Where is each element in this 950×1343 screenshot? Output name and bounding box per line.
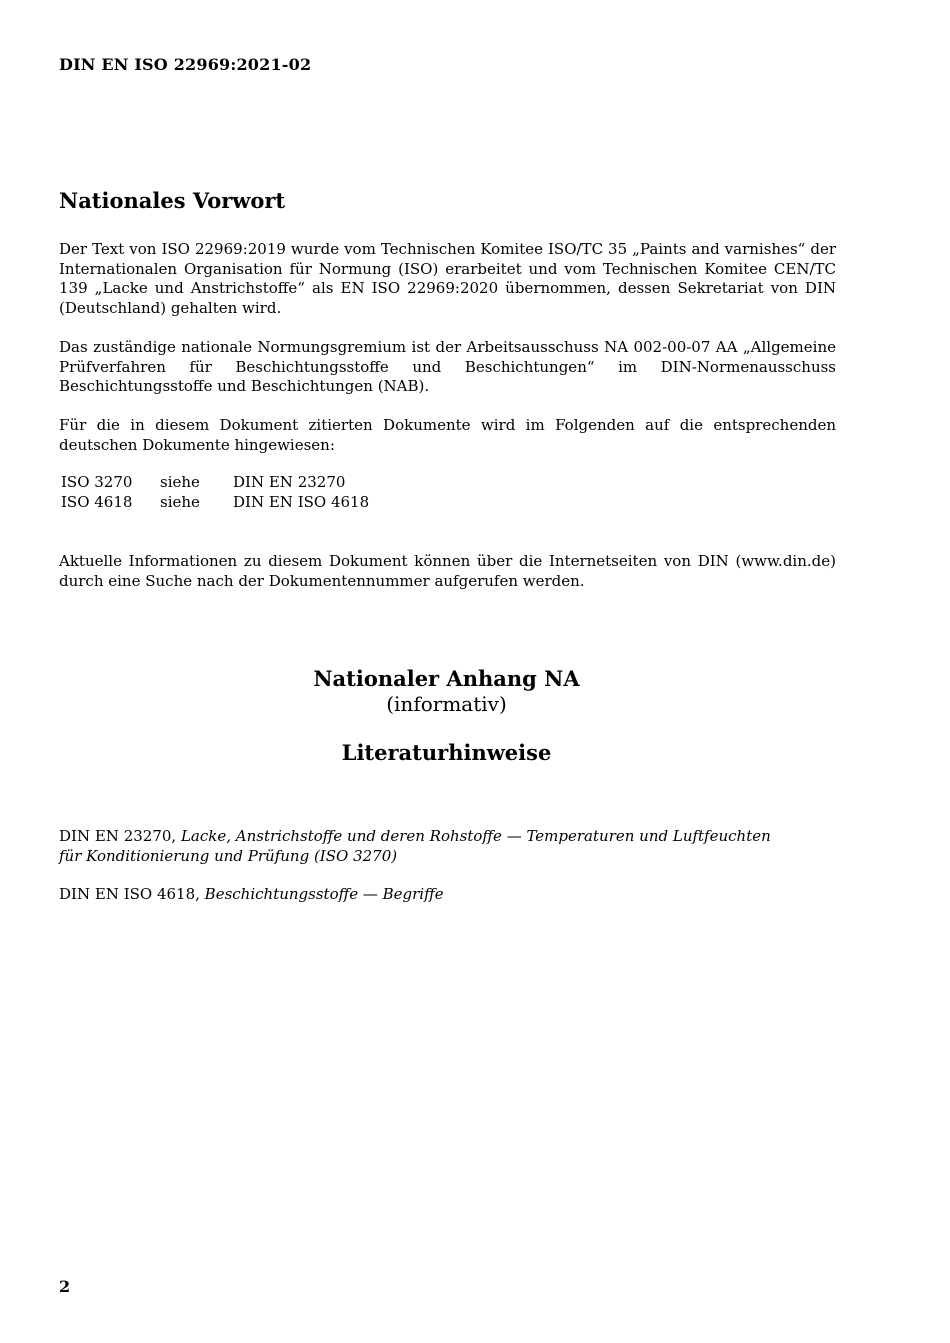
- iso-reference: ISO 4618: [61, 493, 133, 511]
- bibliography-entry: [59, 885, 779, 905]
- bibliography-reference: DIN EN 23270,: [59, 827, 181, 845]
- table-row: [59, 493, 369, 513]
- din-reference: DIN EN 23270: [233, 473, 346, 491]
- reference-correspondence-table: [59, 473, 369, 513]
- document-identifier: DIN EN ISO 22969:2021-02: [59, 55, 312, 74]
- din-reference: DIN EN ISO 4618: [233, 493, 370, 511]
- see-label: siehe: [160, 493, 200, 511]
- foreword-paragraph-4: Aktuelle Informationen zu diesem Dokument können über die Internetseiten von DIN (www.din.de) durch eine Suche nach der Dokumentennummer aufgerufen werden.: [59, 552, 836, 590]
- iso-reference: ISO 3270: [61, 473, 133, 491]
- annex-heading: Nationaler Anhang NA: [313, 666, 580, 691]
- table-row: [59, 473, 369, 493]
- foreword-heading: Nationales Vorwort: [59, 188, 286, 213]
- bibliography-title: Lacke, Anstrichstoffe und deren Rohstoffe — Temperaturen und Luftfeuchten für Konditionierung und Prüfung (ISO 3270): [59, 827, 771, 865]
- bibliography-entry: [59, 827, 779, 866]
- bibliography-reference: DIN EN ISO 4618,: [59, 885, 205, 903]
- bibliography-title: Beschichtungsstoffe — Begriffe: [204, 885, 444, 903]
- foreword-paragraph-2: Das zuständige nationale Normungsgremium ist der Arbeitsausschuss NA 002-00-07 AA „Allgemeine Prüfverfahren für Beschichtungsstoffe und Beschichtungen“ im DIN-Normenausschuss Beschichtungsstoffe und Beschichtungen (NAB).: [59, 338, 836, 395]
- bibliography-heading: Literaturhinweise: [341, 740, 552, 765]
- foreword-paragraph-1: Der Text von ISO 22969:2019 wurde vom Technischen Komitee ISO/TC 35 „Paints and varnishes“ der Internationalen Organisation für Normung (ISO) erarbeitet und vom Technischen Komitee CEN/TC 139 „Lacke und Anstrichstoffe“ als EN ISO 22969:2020 übernommen, dessen Sekretariat von DIN (Deutschland) gehalten wird.: [59, 240, 836, 317]
- see-label: siehe: [160, 473, 200, 491]
- foreword-paragraph-3: Für die in diesem Dokument zitierten Dokumente wird im Folgenden auf die entsprechenden deutschen Dokumente hingewiesen:: [59, 416, 836, 454]
- annex-subtitle: (informativ): [386, 692, 507, 716]
- page-number: 2: [59, 1277, 71, 1296]
